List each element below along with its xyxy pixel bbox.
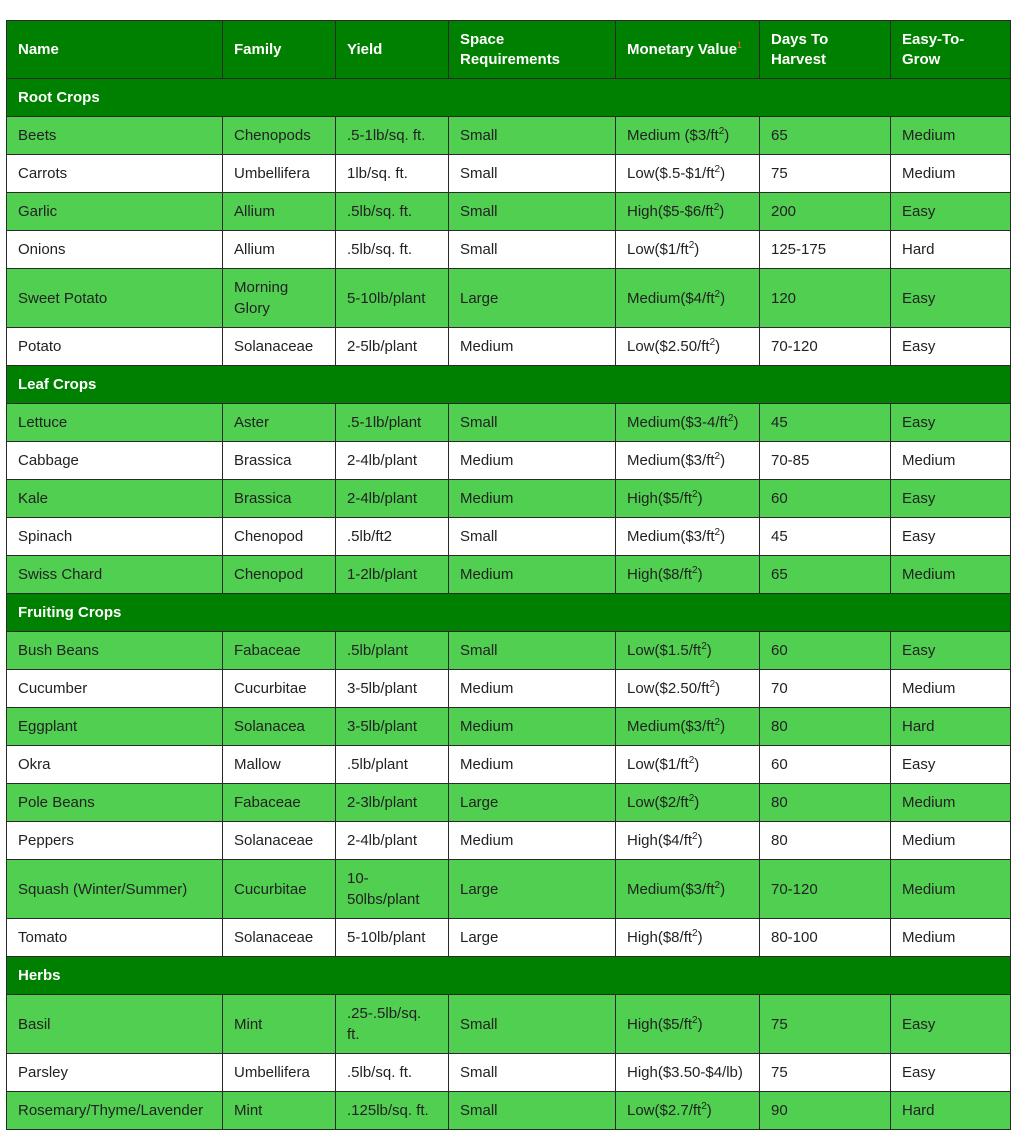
cell-days: 80 — [760, 822, 891, 860]
value-exponent: 2 — [692, 928, 698, 939]
value-exponent: 2 — [714, 288, 721, 300]
cell-name: Eggplant — [7, 708, 223, 746]
cell-family: Chenopods — [223, 117, 336, 155]
cell-days: 80-100 — [760, 919, 891, 957]
value-end: ) — [694, 756, 700, 773]
value-end: ) — [697, 929, 703, 946]
cell-name: Garlic — [7, 193, 223, 231]
cell-value — [616, 1054, 760, 1092]
cell-days: 75 — [760, 995, 891, 1054]
cell-space: Medium — [449, 328, 616, 366]
category-title: Fruiting Crops — [7, 594, 1011, 632]
table-row — [7, 269, 1011, 328]
cell-name: Tomato — [7, 919, 223, 957]
table-row — [7, 155, 1011, 193]
value-end: ) — [715, 680, 721, 697]
cell-family: Solanacea — [223, 708, 336, 746]
value-exponent: 2 — [692, 831, 698, 842]
cell-family: Brassica — [223, 442, 336, 480]
value-text: Low($1/ft — [627, 756, 689, 773]
value-exponent: 2 — [727, 413, 734, 424]
table-row — [7, 480, 1011, 518]
value-end: ) — [697, 490, 703, 507]
category-row — [7, 79, 1011, 117]
cell-name: Potato — [7, 328, 223, 366]
cell-ease: Medium — [891, 919, 1011, 957]
cell-name: Kale — [7, 480, 223, 518]
value-text: Medium($3/ft — [627, 880, 715, 898]
cell-ease: Medium — [891, 860, 1011, 919]
cell-space: Medium — [449, 670, 616, 708]
cell-yield: 5-10lb/plant — [336, 269, 449, 328]
table-row — [7, 556, 1011, 594]
category-title: Leaf Crops — [7, 366, 1011, 404]
footnote-marker[interactable]: 1 — [737, 39, 743, 50]
value-exponent: 2 — [714, 451, 721, 462]
value-end: ) — [694, 241, 700, 258]
crop-table-container — [6, 20, 1010, 1130]
cell-space: Small — [449, 1054, 616, 1092]
value-exponent: 2 — [709, 337, 716, 348]
cell-yield: .5lb/plant — [336, 746, 449, 784]
cell-ease: Medium — [891, 117, 1011, 155]
cell-yield: .5lb/sq. ft. — [336, 193, 449, 231]
cell-name: Okra — [7, 746, 223, 784]
cell-family: Solanaceae — [223, 328, 336, 366]
value-end: ) — [720, 718, 726, 735]
cell-name: Beets — [7, 117, 223, 155]
table-row — [7, 1054, 1011, 1092]
cell-ease: Easy — [891, 269, 1011, 328]
table-row — [7, 995, 1011, 1054]
table-row — [7, 404, 1011, 442]
table-row — [7, 670, 1011, 708]
cell-value — [616, 746, 760, 784]
cell-value — [616, 155, 760, 193]
cell-days: 70-120 — [760, 328, 891, 366]
table-row — [7, 328, 1011, 366]
cell-days: 80 — [760, 708, 891, 746]
value-text: High($5/ft — [627, 490, 693, 507]
cell-name: Swiss Chard — [7, 556, 223, 594]
value-text: Medium ($3/ft — [627, 127, 719, 144]
cell-space: Medium — [449, 746, 616, 784]
cell-space: Small — [449, 155, 616, 193]
table-row — [7, 1092, 1011, 1130]
value-text: High($8/ft — [627, 566, 693, 583]
value-exponent: 2 — [714, 527, 721, 538]
value-text: High($4/ft — [627, 832, 693, 849]
cell-yield: 1lb/sq. ft. — [336, 155, 449, 193]
value-end: ) — [694, 794, 700, 811]
cell-space: Medium — [449, 556, 616, 594]
value-end: ) — [733, 414, 739, 431]
value-exponent: 2 — [714, 879, 721, 891]
value-exponent: 2 — [718, 126, 725, 137]
cell-value — [616, 995, 760, 1054]
cell-space: Small — [449, 231, 616, 269]
table-row — [7, 632, 1011, 670]
cell-name: Cucumber — [7, 670, 223, 708]
value-text: Medium($3/ft — [627, 452, 715, 469]
value-exponent: 2 — [709, 679, 716, 690]
cell-family: Mint — [223, 1092, 336, 1130]
value-exponent: 2 — [713, 202, 720, 213]
value-text: High($8/ft — [627, 929, 693, 946]
cell-days: 200 — [760, 193, 891, 231]
cell-days: 70-120 — [760, 860, 891, 919]
value-end: ) — [697, 1015, 703, 1033]
cell-yield: .5lb/ft2 — [336, 518, 449, 556]
value-end: ) — [720, 528, 726, 545]
cell-days: 65 — [760, 556, 891, 594]
value-end: ) — [720, 880, 726, 898]
cell-days: 70 — [760, 670, 891, 708]
cell-name: Peppers — [7, 822, 223, 860]
value-end: ) — [719, 203, 725, 220]
value-exponent: 2 — [688, 240, 695, 251]
table-row — [7, 518, 1011, 556]
cell-space: Small — [449, 632, 616, 670]
header-monetary-label: Monetary Value — [627, 40, 738, 58]
cell-space: Medium — [449, 708, 616, 746]
cell-space: Medium — [449, 822, 616, 860]
table-body — [7, 79, 1011, 1130]
cell-space: Medium — [449, 442, 616, 480]
value-exponent: 2 — [688, 755, 695, 766]
table-row — [7, 860, 1011, 919]
cell-name: Lettuce — [7, 404, 223, 442]
cell-space: Large — [449, 269, 616, 328]
cell-ease: Medium — [891, 784, 1011, 822]
cell-name: Onions — [7, 231, 223, 269]
cell-value — [616, 708, 760, 746]
cell-value — [616, 404, 760, 442]
cell-value — [616, 480, 760, 518]
category-row — [7, 594, 1011, 632]
cell-family: Mallow — [223, 746, 336, 784]
cell-ease: Hard — [891, 708, 1011, 746]
value-text: High($3.50-$4/lb) — [627, 1064, 743, 1081]
cell-days: 75 — [760, 155, 891, 193]
cell-yield: 2-4lb/plant — [336, 822, 449, 860]
cell-value — [616, 442, 760, 480]
value-text: Low($1/ft — [627, 241, 689, 258]
cell-yield: 2-4lb/plant — [336, 480, 449, 518]
cell-yield: 3-5lb/plant — [336, 708, 449, 746]
table-row — [7, 117, 1011, 155]
header-row — [7, 21, 1011, 79]
value-end: ) — [715, 338, 721, 355]
cell-family: Morning Glory — [223, 269, 336, 328]
cell-yield: .25-.5lb/sq. ft. — [336, 995, 449, 1054]
value-text: Low($2.7/ft — [627, 1102, 702, 1119]
cell-family: Umbellifera — [223, 1054, 336, 1092]
cell-yield: 2-4lb/plant — [336, 442, 449, 480]
cell-ease: Medium — [891, 556, 1011, 594]
value-exponent: 2 — [701, 641, 707, 652]
cell-days: 45 — [760, 404, 891, 442]
table-row — [7, 442, 1011, 480]
value-text: High($5-$6/ft — [627, 203, 714, 220]
cell-yield: 1-2lb/plant — [336, 556, 449, 594]
cell-yield: .5lb/sq. ft. — [336, 1054, 449, 1092]
value-end: ) — [697, 832, 703, 849]
value-text: Low($2/ft — [627, 794, 689, 811]
value-text: Medium($3/ft — [627, 528, 715, 545]
cell-ease: Hard — [891, 1092, 1011, 1130]
cell-space: Large — [449, 860, 616, 919]
cell-days: 60 — [760, 632, 891, 670]
cell-family: Cucurbitae — [223, 670, 336, 708]
cell-name: Parsley — [7, 1054, 223, 1092]
cell-value — [616, 919, 760, 957]
cell-ease: Medium — [891, 822, 1011, 860]
table-row — [7, 784, 1011, 822]
value-end: ) — [720, 165, 726, 182]
cell-space: Small — [449, 404, 616, 442]
header-yield: Yield — [336, 21, 449, 79]
cell-ease: Medium — [891, 442, 1011, 480]
cell-family: Chenopod — [223, 518, 336, 556]
crop-table — [6, 20, 1011, 1130]
cell-space: Small — [449, 117, 616, 155]
cell-name: Spinach — [7, 518, 223, 556]
value-text: Low($.5-$1/ft — [627, 165, 715, 182]
cell-yield: .5-1lb/plant — [336, 404, 449, 442]
category-row — [7, 366, 1011, 404]
cell-yield: .5-1lb/sq. ft. — [336, 117, 449, 155]
category-title: Herbs — [7, 957, 1011, 995]
cell-space: Small — [449, 518, 616, 556]
value-exponent: 2 — [692, 489, 698, 500]
header-name: Name — [7, 21, 223, 79]
cell-yield: 10-50lbs/plant — [336, 860, 449, 919]
value-text: Medium($4/ft — [627, 289, 715, 307]
cell-ease: Easy — [891, 193, 1011, 231]
cell-value — [616, 1092, 760, 1130]
cell-family: Chenopod — [223, 556, 336, 594]
cell-days: 60 — [760, 480, 891, 518]
value-end: ) — [724, 127, 730, 144]
table-row — [7, 193, 1011, 231]
cell-value — [616, 822, 760, 860]
cell-ease: Medium — [891, 670, 1011, 708]
table-row — [7, 919, 1011, 957]
cell-space: Small — [449, 995, 616, 1054]
cell-days: 125-175 — [760, 231, 891, 269]
cell-family: Allium — [223, 193, 336, 231]
cell-family: Mint — [223, 995, 336, 1054]
value-exponent: 2 — [692, 565, 698, 576]
cell-ease: Easy — [891, 480, 1011, 518]
cell-value — [616, 231, 760, 269]
cell-name: Squash (Winter/Summer) — [7, 860, 223, 919]
cell-ease: Hard — [891, 231, 1011, 269]
cell-value — [616, 556, 760, 594]
table-row — [7, 822, 1011, 860]
cell-ease: Easy — [891, 1054, 1011, 1092]
value-exponent: 2 — [714, 164, 721, 175]
cell-yield: 5-10lb/plant — [336, 919, 449, 957]
cell-days: 60 — [760, 746, 891, 784]
cell-family: Umbellifera — [223, 155, 336, 193]
cell-ease: Medium — [891, 155, 1011, 193]
cell-days: 45 — [760, 518, 891, 556]
cell-days: 75 — [760, 1054, 891, 1092]
cell-value — [616, 269, 760, 328]
cell-space: Large — [449, 784, 616, 822]
cell-space: Medium — [449, 480, 616, 518]
value-exponent: 2 — [714, 717, 721, 728]
cell-family: Solanaceae — [223, 919, 336, 957]
cell-yield: .125lb/sq. ft. — [336, 1092, 449, 1130]
cell-family: Aster — [223, 404, 336, 442]
cell-name: Cabbage — [7, 442, 223, 480]
value-text: Low($1.5/ft — [627, 642, 702, 659]
value-text: Medium($3-4/ft — [627, 414, 728, 431]
cell-name: Pole Beans — [7, 784, 223, 822]
value-exponent: 2 — [692, 1014, 698, 1026]
cell-value — [616, 670, 760, 708]
value-text: Medium($3/ft — [627, 718, 715, 735]
cell-ease: Easy — [891, 632, 1011, 670]
cell-family: Brassica — [223, 480, 336, 518]
cell-family: Fabaceae — [223, 632, 336, 670]
value-exponent: 2 — [701, 1101, 707, 1112]
cell-days: 120 — [760, 269, 891, 328]
header-space: Space Requirements — [449, 21, 616, 79]
cell-days: 65 — [760, 117, 891, 155]
cell-name: Sweet Potato — [7, 269, 223, 328]
cell-ease: Easy — [891, 995, 1011, 1054]
value-exponent: 2 — [688, 793, 695, 804]
table-row — [7, 746, 1011, 784]
cell-days: 90 — [760, 1092, 891, 1130]
category-title: Root Crops — [7, 79, 1011, 117]
cell-yield: 2-5lb/plant — [336, 328, 449, 366]
cell-value — [616, 193, 760, 231]
cell-family: Allium — [223, 231, 336, 269]
header-family: Family — [223, 21, 336, 79]
cell-name: Bush Beans — [7, 632, 223, 670]
value-end: ) — [720, 289, 726, 307]
value-end: ) — [697, 566, 703, 583]
cell-value — [616, 518, 760, 556]
value-text: High($5/ft — [627, 1015, 693, 1033]
table-row — [7, 231, 1011, 269]
cell-family: Solanaceae — [223, 822, 336, 860]
cell-space: Small — [449, 193, 616, 231]
cell-yield: .5lb/sq. ft. — [336, 231, 449, 269]
cell-space: Small — [449, 1092, 616, 1130]
value-text: Low($2.50/ft — [627, 338, 710, 355]
cell-name: Rosemary/Thyme/Lavender — [7, 1092, 223, 1130]
value-text: Low($2.50/ft — [627, 680, 710, 697]
cell-value — [616, 328, 760, 366]
value-end: ) — [706, 642, 712, 659]
cell-name: Basil — [7, 995, 223, 1054]
cell-ease: Easy — [891, 328, 1011, 366]
cell-ease: Easy — [891, 518, 1011, 556]
cell-ease: Easy — [891, 746, 1011, 784]
value-end: ) — [706, 1102, 712, 1119]
cell-ease: Easy — [891, 404, 1011, 442]
cell-value — [616, 784, 760, 822]
table-header — [7, 21, 1011, 79]
category-row — [7, 957, 1011, 995]
cell-space: Large — [449, 919, 616, 957]
table-row — [7, 708, 1011, 746]
value-end: ) — [720, 452, 726, 469]
header-monetary-value — [616, 21, 760, 79]
header-days: Days To Harvest — [760, 21, 891, 79]
cell-family: Fabaceae — [223, 784, 336, 822]
cell-yield: 2-3lb/plant — [336, 784, 449, 822]
cell-family: Cucurbitae — [223, 860, 336, 919]
cell-value — [616, 860, 760, 919]
header-ease: Easy-To-Grow — [891, 21, 1011, 79]
cell-name: Carrots — [7, 155, 223, 193]
cell-days: 70-85 — [760, 442, 891, 480]
cell-value — [616, 632, 760, 670]
cell-yield: .5lb/plant — [336, 632, 449, 670]
cell-days: 80 — [760, 784, 891, 822]
cell-yield: 3-5lb/plant — [336, 670, 449, 708]
cell-value — [616, 117, 760, 155]
